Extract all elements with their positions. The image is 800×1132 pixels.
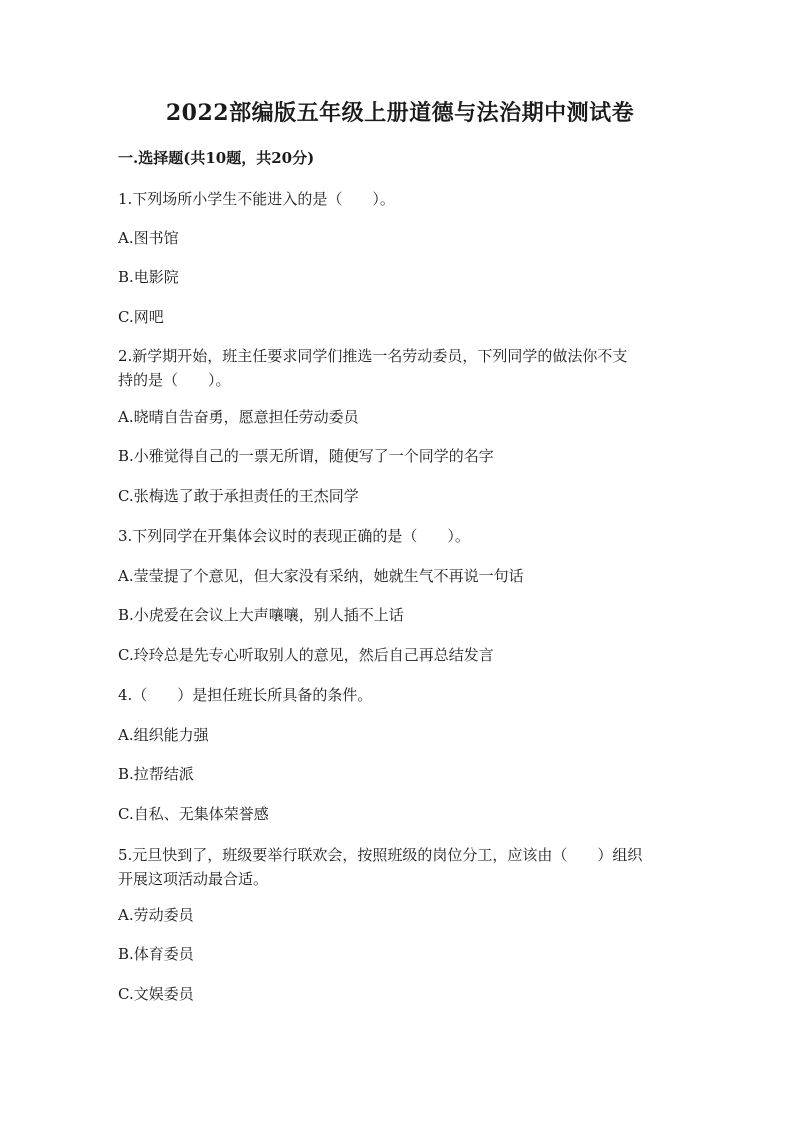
question-2-stem-line-1: 2.新学期开始，班主任要求同学们推选一名劳动委员，下列同学的做法你不支	[118, 347, 628, 365]
question-5-stem-line-1: 5.元旦快到了，班级要举行联欢会，按照班级的岗位分工，应该由（ ）组织	[118, 846, 643, 864]
question-4-option-a: A.组织能力强	[118, 726, 209, 744]
question-2-option-b: B.小雅觉得自己的一票无所谓，随便写了一个同学的名字	[118, 447, 494, 465]
question-1-stem: 1.下列场所小学生不能进入的是（ ）。	[118, 190, 395, 208]
page-title: 2022部编版五年级上册道德与法治期中测试卷	[165, 100, 635, 126]
question-5-option-b: B.体育委员	[118, 945, 194, 963]
question-3-stem: 3.下列同学在开集体会议时的表现正确的是（ ）。	[118, 527, 470, 545]
question-4-option-b: B.拉帮结派	[118, 765, 194, 783]
question-5-option-c: C.文娱委员	[118, 985, 194, 1003]
question-3-option-b: B.小虎爱在会议上大声嚷嚷，别人插不上话	[118, 606, 404, 624]
question-2-option-a: A.晓晴自告奋勇，愿意担任劳动委员	[118, 408, 359, 426]
question-5-option-a: A.劳动委员	[118, 906, 194, 924]
section-heading: 一.选择题(共10题，共20分)	[118, 149, 315, 167]
question-1-option-a: A.图书馆	[118, 229, 179, 247]
question-3-option-a: A.莹莹提了个意见，但大家没有采纳，她就生气不再说一句话	[118, 567, 524, 585]
question-1-option-c: C.网吧	[118, 308, 164, 326]
question-4-option-c: C.自私、无集体荣誉感	[118, 805, 269, 823]
question-5-stem-line-2: 开展这项活动最合适。	[118, 870, 269, 888]
question-4-stem: 4.（ ）是担任班长所具备的条件。	[118, 686, 373, 704]
question-2-stem-line-2: 持的是（ ）。	[118, 371, 231, 389]
question-3-option-c: C.玲玲总是先专心听取别人的意见，然后自己再总结发言	[118, 646, 494, 664]
question-2-option-c: C.张梅选了敢于承担责任的王杰同学	[118, 487, 359, 505]
question-1-option-b: B.电影院	[118, 268, 179, 286]
